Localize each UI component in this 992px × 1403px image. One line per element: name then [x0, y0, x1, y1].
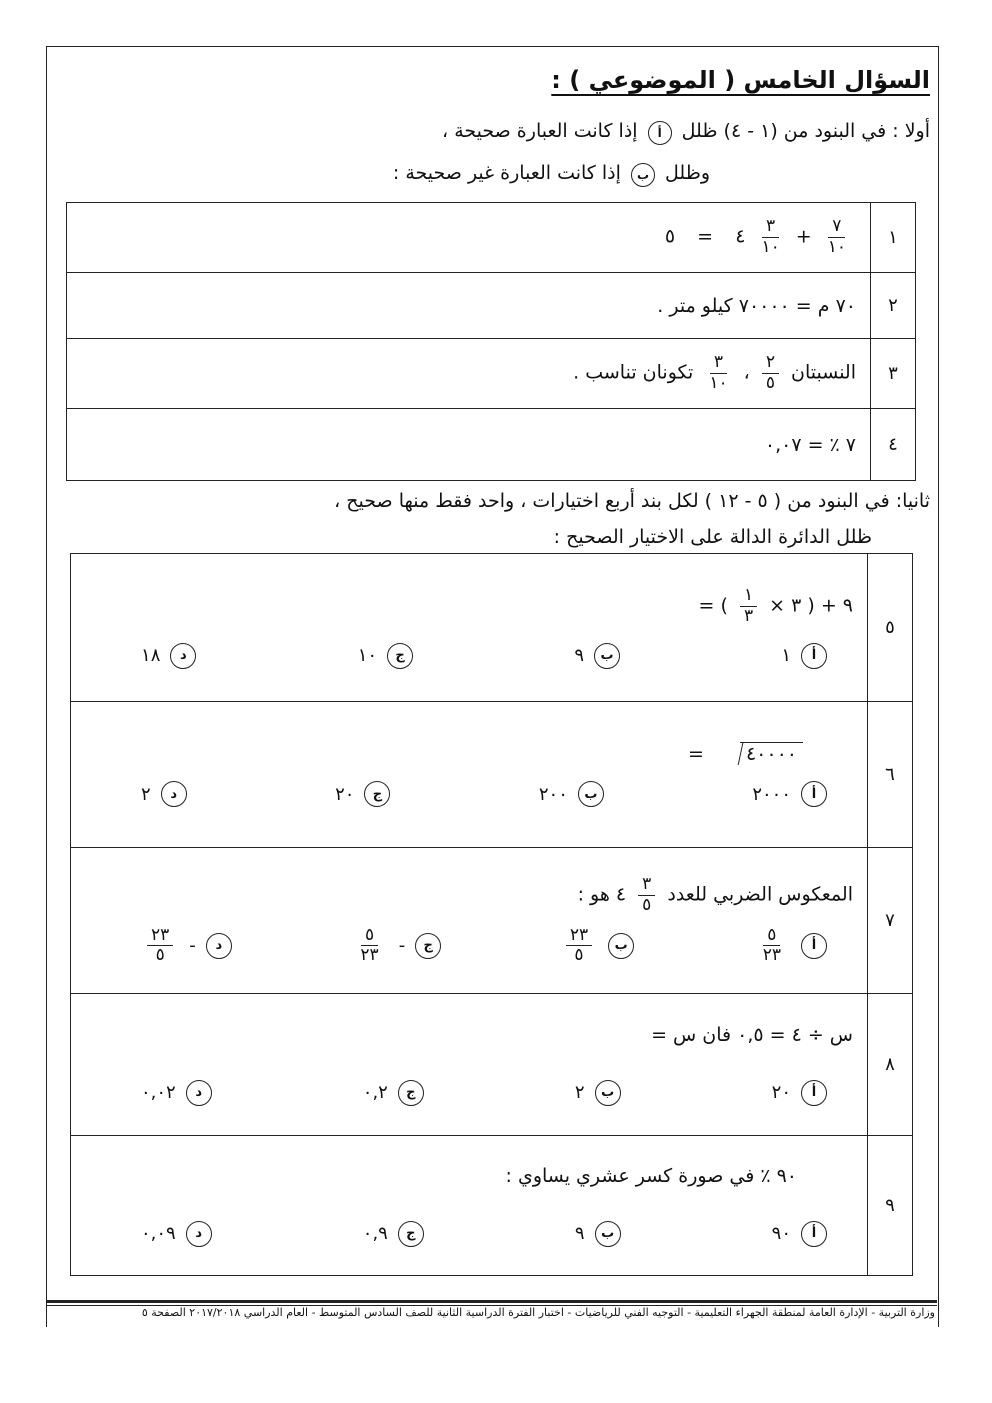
table-row: [71, 702, 913, 848]
circle-a-icon: أ: [648, 121, 672, 145]
question-9: [71, 1136, 868, 1276]
part1-instruction-line1: [442, 120, 930, 145]
item-number: ١: [871, 203, 916, 273]
circle-c-icon[interactable]: ج: [415, 933, 441, 959]
table-row: [67, 409, 916, 481]
statement-3: النسبتان $\frac{٢}{٥}$ ، $\frac{٣}{١٠}$ تكونان تناسب .: [67, 339, 871, 409]
option-c[interactable]: ج ١٠: [358, 643, 413, 669]
table-row: [67, 339, 916, 409]
options: [71, 643, 867, 669]
options: [71, 781, 867, 807]
page-footer: وزارة التربية - الإدارة العامة لمنطقة الجهراء التعليمية - التوجيه الفني للرياضيات - اختبار الفترة الدراسية الثانية للصف السادس المتوسط - العام الدراسي ٢٠١٧/٢٠١٨ الصفحة ٥: [141, 1306, 935, 1319]
item-number: ٦: [868, 702, 913, 848]
option-a[interactable]: أ ٢٠: [772, 1080, 827, 1106]
table-row: [67, 273, 916, 339]
question-text: س ÷ ٤ = ٠,٥ فان س =: [651, 1023, 853, 1046]
options: [71, 1080, 867, 1106]
item-number: ٢: [871, 273, 916, 339]
circle-c-icon[interactable]: ج: [364, 781, 390, 807]
part1-instruction-line2: [393, 162, 710, 187]
circle-b-icon[interactable]: ب: [595, 1080, 621, 1106]
part1-line1-b: إذا كانت العبارة صحيحة ،: [442, 120, 638, 142]
circle-a-icon[interactable]: أ: [801, 1080, 827, 1106]
statement-2: ٧٠ م = ٧٠٠٠٠ كيلو متر .: [67, 273, 871, 339]
part1-line2-a: وظلل: [665, 162, 710, 184]
item-number: ٥: [868, 554, 913, 702]
option-d[interactable]: د ٢: [141, 781, 187, 807]
question-text: ٤٠٠٠٠ =: [71, 742, 867, 765]
circle-d-icon[interactable]: د: [161, 781, 187, 807]
option-d[interactable]: د ٠,٠٢: [141, 1080, 212, 1106]
option-b[interactable]: ب ٩: [575, 1221, 621, 1247]
circle-d-icon[interactable]: د: [186, 1080, 212, 1106]
part1-line1-a: أولا : في البنود من (١ - ٤) ظلل: [681, 120, 930, 142]
question-text: ٩٠ ٪ في صورة كسر عشري يساوي :: [505, 1164, 797, 1187]
question-text: المعكوس الضربي للعدد $\frac{٣}{٥}$ ٤ هو :: [577, 874, 853, 915]
fraction: $\frac{٣}{١٠}$: [761, 216, 780, 257]
circle-d-icon[interactable]: د: [186, 1221, 212, 1247]
question-text: ٩ + ( ٣ × $\frac{١}{٣}$ ) =: [698, 585, 853, 626]
circle-b-icon[interactable]: ب: [595, 1221, 621, 1247]
statement-4: ٧ ٪ = ٠,٠٧: [67, 409, 871, 481]
option-b[interactable]: ب ٩: [574, 643, 620, 669]
circle-c-icon[interactable]: ج: [398, 1080, 424, 1106]
options: [71, 1221, 867, 1247]
fraction: $\frac{٣}{٥}$: [638, 875, 655, 915]
circle-d-icon[interactable]: د: [206, 933, 232, 959]
true-false-table: [66, 202, 916, 481]
item-number: ٩: [868, 1136, 913, 1276]
option-a[interactable]: أ ٢٠٠٠: [752, 781, 827, 807]
circle-d-icon[interactable]: د: [170, 643, 196, 669]
item-number: ٧: [868, 848, 913, 994]
footer-divider: [46, 1300, 937, 1303]
table-row: [71, 994, 913, 1136]
question-5: [71, 554, 868, 702]
circle-b-icon: ب: [631, 163, 655, 187]
question-6: [71, 702, 868, 848]
fraction: $\frac{٢}{٥}$: [762, 353, 779, 393]
table-row: [71, 848, 913, 994]
statement-1: $\frac{٧}{١٠}$ + $\frac{٣}{١٠}$ ٤ = ٥: [67, 203, 871, 273]
option-c[interactable]: ج ٠,٢: [363, 1080, 424, 1106]
fraction: $\frac{١}{٣}$: [740, 586, 757, 626]
circle-b-icon[interactable]: ب: [578, 781, 604, 807]
section-title: السؤال الخامس ( الموضوعي ) :: [551, 66, 930, 94]
table-row: [71, 1136, 913, 1276]
circle-a-icon[interactable]: أ: [801, 781, 827, 807]
item-number: ٣: [871, 339, 916, 409]
circle-c-icon[interactable]: ج: [398, 1221, 424, 1247]
circle-a-icon[interactable]: أ: [801, 643, 827, 669]
circle-b-icon[interactable]: ب: [594, 643, 620, 669]
question-7: [71, 848, 868, 994]
options: [71, 926, 867, 966]
part2-instruction-line2: ظلل الدائرة الدالة على الاختيار الصحيح :: [553, 526, 872, 548]
option-d[interactable]: د - $\frac{٢٣}{٥}$: [141, 926, 232, 966]
table-row: [71, 554, 913, 702]
option-c[interactable]: ج ٢٠: [335, 781, 390, 807]
circle-a-icon[interactable]: أ: [801, 933, 827, 959]
option-c[interactable]: ج - $\frac{٥}{٢٣}$: [350, 926, 441, 966]
question-8: [71, 994, 868, 1136]
part2-instruction-line1: ثانيا: في البنود من ( ٥ - ١٢ ) لكل بند أربع اختيارات ، واحد فقط منها صحيح ،: [334, 490, 930, 512]
item-number: ٤: [871, 409, 916, 481]
option-b[interactable]: ب ٢: [575, 1080, 621, 1106]
multiple-choice-table: [70, 553, 913, 1276]
item-number: ٨: [868, 994, 913, 1136]
option-d[interactable]: د ٠,٠٩: [141, 1221, 212, 1247]
option-b[interactable]: ب $\frac{٢٣}{٥}$: [560, 926, 634, 966]
circle-c-icon[interactable]: ج: [387, 643, 413, 669]
option-a[interactable]: أ $\frac{٥}{٢٣}$: [753, 926, 827, 966]
option-b[interactable]: ب ٢٠٠: [539, 781, 604, 807]
table-row: [67, 203, 916, 273]
fraction: $\frac{٧}{١٠}$: [827, 216, 846, 257]
square-root: ٤٠٠٠٠: [740, 742, 803, 765]
option-d[interactable]: د ١٨: [141, 643, 196, 669]
fraction: $\frac{٣}{١٠}$: [709, 352, 728, 393]
part1-line2-b: إذا كانت العبارة غير صحيحة :: [392, 162, 621, 184]
option-a[interactable]: أ ١: [781, 643, 827, 669]
circle-a-icon[interactable]: أ: [801, 1221, 827, 1247]
circle-b-icon[interactable]: ب: [608, 933, 634, 959]
option-a[interactable]: أ ٩٠: [772, 1221, 827, 1247]
option-c[interactable]: ج ٠,٩: [363, 1221, 424, 1247]
